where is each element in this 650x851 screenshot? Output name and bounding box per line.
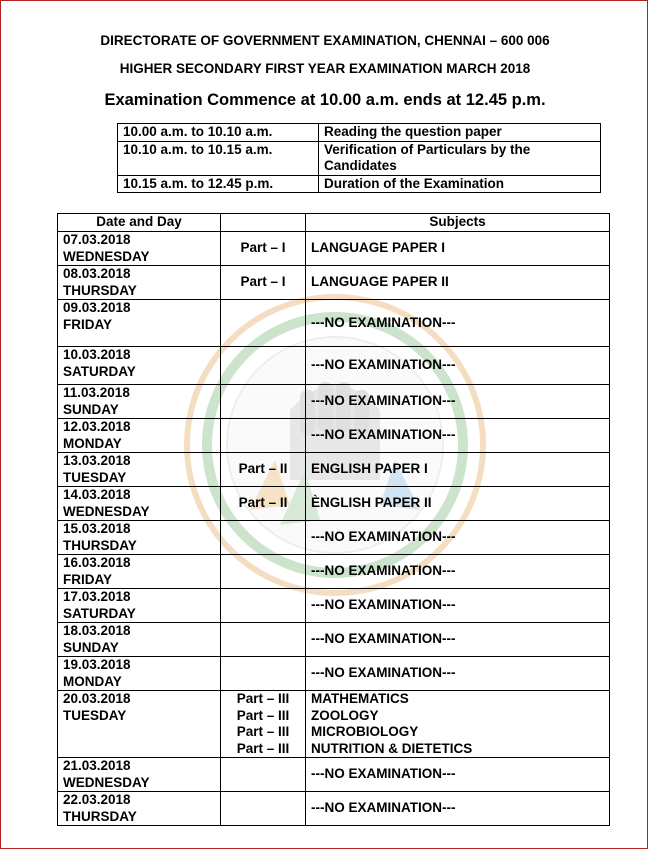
- timing-activity: Verification of Particulars by the Candidates: [319, 141, 601, 175]
- part-cell: [221, 419, 306, 453]
- day: SUNDAY: [63, 401, 119, 417]
- schedule-row: [58, 487, 610, 521]
- part-cell: [221, 521, 306, 555]
- date: 22.03.2018: [63, 792, 131, 807]
- date-cell: [58, 266, 221, 300]
- schedule-row: [58, 657, 610, 691]
- schedule-row: [58, 758, 610, 792]
- subject-cell: ---NO EXAMINATION---: [306, 419, 610, 453]
- day: WEDNESDAY: [63, 248, 150, 264]
- day: THURSDAY: [63, 282, 137, 298]
- day: WEDNESDAY: [63, 503, 150, 519]
- date: 15.03.2018: [63, 521, 131, 536]
- subject-cell: ---NO EXAMINATION---: [306, 385, 610, 419]
- date: 18.03.2018: [63, 623, 131, 638]
- schedule-row: [58, 453, 610, 487]
- part-cell: Part – I: [221, 232, 306, 266]
- schedule-row: [58, 419, 610, 453]
- part-label: Part – III: [236, 740, 290, 756]
- schedule-header-row: [58, 214, 610, 232]
- schedule-row: [58, 691, 610, 758]
- schedule-row: [58, 266, 610, 300]
- date: 13.03.2018: [63, 453, 131, 468]
- subject-cell: ---NO EXAMINATION---: [306, 300, 610, 347]
- schedule-row: [58, 521, 610, 555]
- schedule-table: [57, 213, 610, 826]
- timing-time: 10.00 a.m. to 10.10 a.m.: [118, 124, 319, 142]
- part-cell: [221, 657, 306, 691]
- date-cell: [58, 419, 221, 453]
- subject-label: MATHEMATICS: [311, 691, 409, 706]
- date: 20.03.2018: [63, 691, 131, 706]
- subject-cell: LANGUAGE PAPER II: [306, 266, 610, 300]
- subject-cell: ---NO EXAMINATION---: [306, 792, 610, 826]
- day: MONDAY: [63, 435, 122, 451]
- date: 07.03.2018: [63, 232, 131, 247]
- date: 14.03.2018: [63, 487, 131, 502]
- part-cell: [221, 623, 306, 657]
- subject-label: ZOOLOGY: [311, 707, 379, 723]
- timing-row: [118, 124, 601, 142]
- schedule-row: [58, 300, 610, 347]
- exam-title: HIGHER SECONDARY FIRST YEAR EXAMINATION MARCH 2018: [119, 61, 531, 76]
- day: TUESDAY: [63, 469, 127, 485]
- subject-cell: ---NO EXAMINATION---: [306, 589, 610, 623]
- day: THURSDAY: [63, 808, 137, 824]
- date: 16.03.2018: [63, 555, 131, 570]
- part-cell: [221, 385, 306, 419]
- day: MONDAY: [63, 673, 122, 689]
- date-cell: [58, 487, 221, 521]
- day: SUNDAY: [63, 639, 119, 655]
- date: 12.03.2018: [63, 419, 131, 434]
- timing-row: [118, 175, 601, 193]
- subject-cell: ---NO EXAMINATION---: [306, 555, 610, 589]
- part-cell: [221, 555, 306, 589]
- date-cell: [58, 758, 221, 792]
- subject-label: MICROBIOLOGY: [311, 724, 419, 739]
- day: FRIDAY: [63, 316, 113, 332]
- subject-cell: ENGLISH PAPER I: [306, 453, 610, 487]
- day: FRIDAY: [63, 571, 113, 587]
- timing-time: 10.15 a.m. to 12.45 p.m.: [118, 175, 319, 193]
- part-cell: [221, 691, 306, 758]
- part-cell: [221, 347, 306, 385]
- date: 11.03.2018: [63, 385, 130, 400]
- date-cell: [58, 347, 221, 385]
- day: SATURDAY: [63, 363, 136, 379]
- subject-cell: LANGUAGE PAPER I: [306, 232, 610, 266]
- header-date: Date and Day: [58, 214, 221, 232]
- subject-cell: ---NO EXAMINATION---: [306, 521, 610, 555]
- exam-timing-title: Examination Commence at 10.00 a.m. ends at 12.45 p.m.: [104, 91, 546, 109]
- header-subjects: Subjects: [306, 214, 610, 232]
- timing-activity: Reading the question paper: [319, 124, 601, 142]
- date-cell: [58, 691, 221, 758]
- part-label: Part – III: [236, 691, 290, 706]
- timing-time: 10.10 a.m. to 10.15 a.m.: [118, 141, 319, 175]
- date-cell: [58, 453, 221, 487]
- day: WEDNESDAY: [63, 774, 150, 790]
- date-cell: [58, 589, 221, 623]
- part-label: Part – III: [236, 724, 290, 739]
- date-cell: [58, 657, 221, 691]
- subject-cell: [306, 691, 610, 758]
- part-cell: [221, 589, 306, 623]
- date-cell: [58, 385, 221, 419]
- schedule-row: [58, 792, 610, 826]
- date: 08.03.2018: [63, 266, 131, 281]
- part-cell: Part – I: [221, 266, 306, 300]
- schedule-row: [58, 385, 610, 419]
- schedule-row: [58, 623, 610, 657]
- part-cell: Part – II: [221, 453, 306, 487]
- date: 21.03.2018: [63, 758, 131, 773]
- day: SATURDAY: [63, 605, 136, 621]
- schedule-row: [58, 232, 610, 266]
- subject-cell: ---NO EXAMINATION---: [306, 758, 610, 792]
- timing-activity: Duration of the Examination: [319, 175, 601, 193]
- date-cell: [58, 300, 221, 347]
- date-cell: [58, 792, 221, 826]
- day: THURSDAY: [63, 537, 137, 553]
- timing-row: [118, 141, 601, 175]
- part-cell: Part – II: [221, 487, 306, 521]
- date-cell: [58, 232, 221, 266]
- subject-cell: ---NO EXAMINATION---: [306, 623, 610, 657]
- schedule-row: [58, 589, 610, 623]
- part-cell: [221, 300, 306, 347]
- subject-cell: ---NO EXAMINATION---: [306, 657, 610, 691]
- part-label: Part – III: [236, 707, 290, 723]
- subject-cell: ---NO EXAMINATION---: [306, 347, 610, 385]
- schedule-row: [58, 555, 610, 589]
- timing-table: [117, 123, 601, 193]
- part-cell: [221, 758, 306, 792]
- schedule-row: [58, 347, 610, 385]
- date-cell: [58, 623, 221, 657]
- subject-label: NUTRITION & DIETETICS: [311, 740, 473, 756]
- header-part: [221, 214, 306, 232]
- date: 19.03.2018: [63, 657, 131, 672]
- date: 10.03.2018: [63, 347, 131, 362]
- date-cell: [58, 555, 221, 589]
- date: 17.03.2018: [63, 589, 131, 604]
- day: TUESDAY: [63, 707, 127, 723]
- directorate-title: DIRECTORATE OF GOVERNMENT EXAMINATION, CHENNAI – 600 006: [100, 33, 550, 48]
- date: 09.03.2018: [63, 300, 131, 315]
- date-cell: [58, 521, 221, 555]
- part-cell: [221, 792, 306, 826]
- subject-cell: ÈNGLISH PAPER II: [306, 487, 610, 521]
